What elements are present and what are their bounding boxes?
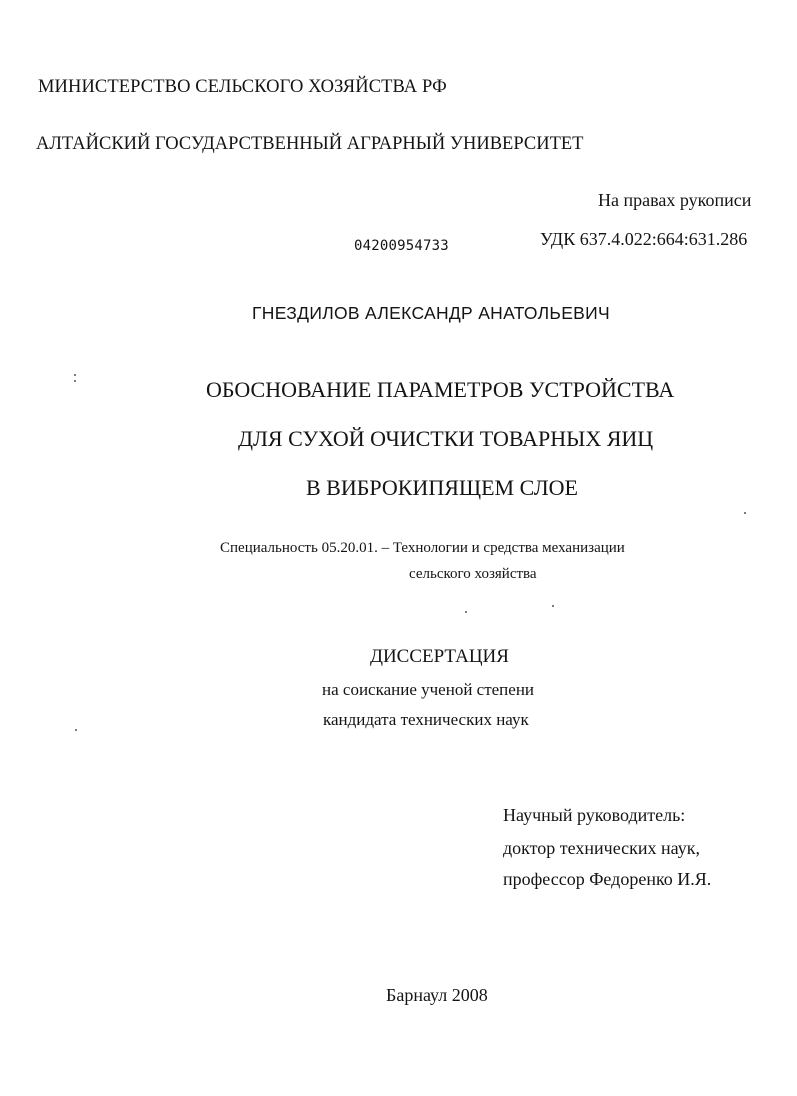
udc-code: УДК 637.4.022:664:631.286 — [540, 229, 748, 249]
thesis-title-line-3: В ВИБРОКИПЯЩЕМ СЛОЕ — [306, 475, 578, 500]
degree-line-2: кандидата технических наук — [323, 710, 529, 729]
scan-speck — [465, 611, 467, 613]
ministry-heading: МИНИСТЕРСТВО СЕЛЬСКОГО ХОЗЯЙСТВА РФ — [38, 77, 447, 97]
thesis-title-line-2: ДЛЯ СУХОЙ ОЧИСТКИ ТОВАРНЫХ ЯИЦ — [238, 426, 654, 451]
thesis-title-line-1: ОБОСНОВАНИЕ ПАРАМЕТРОВ УСТРОЙСТВА — [206, 377, 675, 402]
manuscript-rights-note: На правах рукописи — [598, 190, 752, 210]
author-name: ГНЕЗДИЛОВ АЛЕКСАНДР АНАТОЛЬЕВИЧ — [252, 303, 610, 323]
supervisor-degree: доктор технических наук, — [503, 838, 700, 858]
scan-speck — [74, 380, 76, 382]
specialty-line-2: сельского хозяйства — [409, 566, 537, 582]
university-heading: АЛТАЙСКИЙ ГОСУДАРСТВЕННЫЙ АГРАРНЫЙ УНИВЕРСИТЕТ — [36, 134, 584, 154]
scan-speck — [552, 605, 554, 607]
dissertation-heading: ДИССЕРТАЦИЯ — [370, 646, 509, 667]
place-and-year: Барнаул 2008 — [386, 985, 488, 1005]
scan-speck — [744, 512, 746, 514]
degree-line-1: на соискание ученой степени — [322, 680, 535, 699]
scan-speck — [75, 729, 77, 731]
scan-speck — [74, 374, 76, 376]
specialty-line-1: Специальность 05.20.01. – Технологии и средства механизации — [220, 540, 625, 556]
library-stamp-number: 04200954733 — [354, 238, 449, 254]
supervisor-label: Научный руководитель: — [503, 805, 686, 825]
supervisor-name: профессор Федоренко И.Я. — [503, 869, 712, 889]
